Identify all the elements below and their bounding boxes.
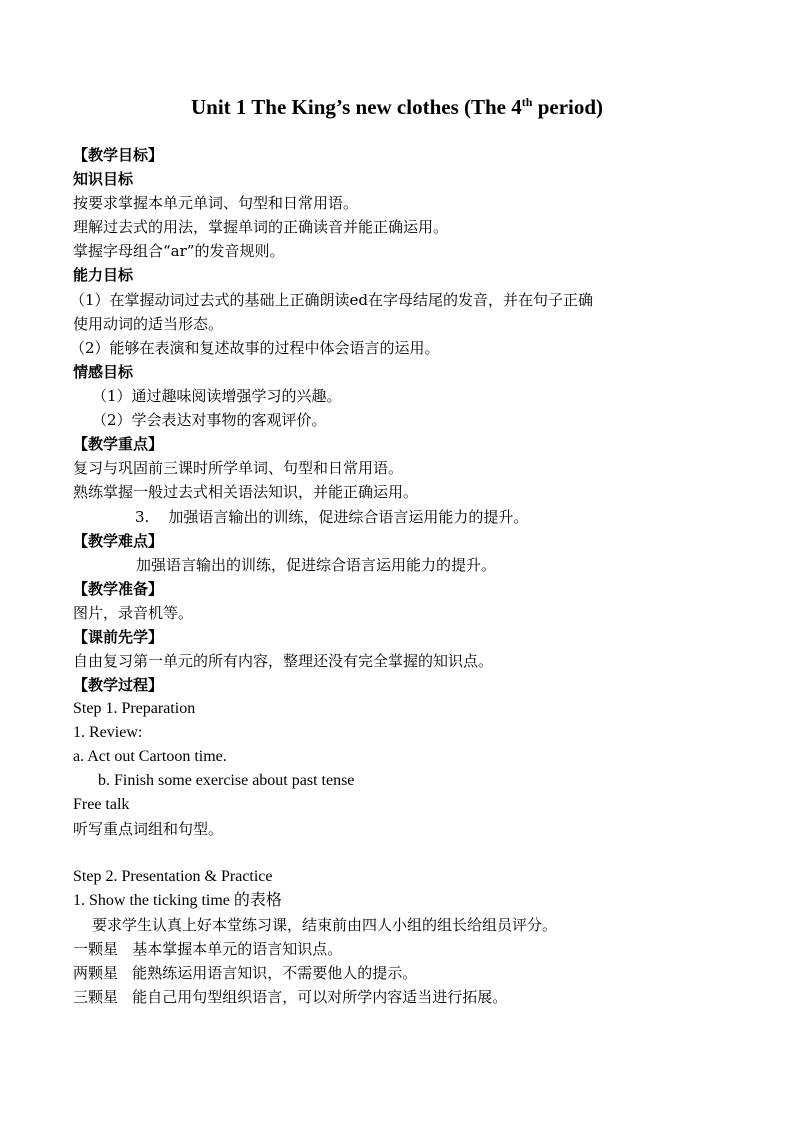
text-line: 掌握字母组合“ar”的发音规则。 [73, 242, 285, 260]
text-line: 图片，录音机等。 [73, 604, 194, 622]
section-heading-preview: 【课前先学】 [73, 628, 164, 646]
section-heading-process: 【教学过程】 [73, 676, 164, 694]
title-superscript: th [521, 95, 533, 109]
section-heading-objectives: 【教学目标】 [73, 146, 164, 164]
subheading-ability: 能力目标 [73, 266, 134, 284]
text-line: 熟练掌握一般过去式相关语法知识，并能正确运用。 [73, 483, 419, 501]
subheading-knowledge: 知识目标 [73, 170, 134, 188]
document-title [0, 93, 794, 121]
text-line: 1. Review: [73, 724, 143, 741]
step-heading: Step 1. Preparation [73, 700, 196, 717]
text-line: 三颗星 能自己用句型组织语言，可以对所学内容适当进行拓展。 [73, 988, 508, 1006]
text-line: （1）在掌握动词过去式的基础上正确朗读ed在字母结尾的发音，并在句子正确 [70, 291, 594, 309]
text-line: 理解过去式的用法，掌握单词的正确读音并能正确运用。 [73, 218, 449, 236]
text-line: 一颗星 基本掌握本单元的语言知识点。 [73, 940, 343, 958]
text-line: 3. 加强语言输出的训练，促进综合语言运用能力的提升。 [135, 508, 529, 526]
subheading-emotion: 情感目标 [73, 363, 134, 381]
text-line: 两颗星 能熟练运用语言知识，不需要他人的提示。 [73, 964, 418, 982]
step-heading: Step 2. Presentation & Practice [73, 868, 273, 885]
text-line: b. Finish some exercise about past tense [98, 772, 355, 789]
text-line: 自由复习第一单元的所有内容，整理还没有完全掌握的知识点。 [73, 652, 494, 670]
text-line: 要求学生认真上好本堂练习课，结束前由四人小组的组长给组员评分。 [92, 916, 558, 934]
text-line: 听写重点词组和句型。 [73, 820, 224, 838]
text-line: Free talk [73, 796, 130, 813]
text-line: 按要求掌握本单元单词、句型和日常用语。 [73, 194, 359, 212]
text-line: 1. Show the ticking time 的表格 [73, 892, 282, 909]
text-line: 加强语言输出的训练，促进综合语言运用能力的提升。 [136, 556, 497, 574]
text-line: a. Act out Cartoon time. [73, 748, 227, 765]
text-line: （2）学会表达对事物的客观评价。 [92, 411, 327, 429]
section-heading-difficulties: 【教学难点】 [73, 532, 164, 550]
title-text-end: period) [532, 95, 604, 119]
title-text: Unit 1 The King’s new clothes (The 4 [190, 95, 522, 119]
section-heading-preparation: 【教学准备】 [73, 580, 164, 598]
text-line: （2）能够在表演和复述故事的过程中体会语言的运用。 [70, 339, 440, 357]
text-line: 使用动词的适当形态。 [73, 315, 224, 333]
section-heading-key-points: 【教学重点】 [73, 435, 164, 453]
text-line: 复习与巩固前三课时所学单词、句型和日常用语。 [73, 459, 404, 477]
text-line: （1）通过趣味阅读增强学习的兴趣。 [92, 387, 342, 405]
